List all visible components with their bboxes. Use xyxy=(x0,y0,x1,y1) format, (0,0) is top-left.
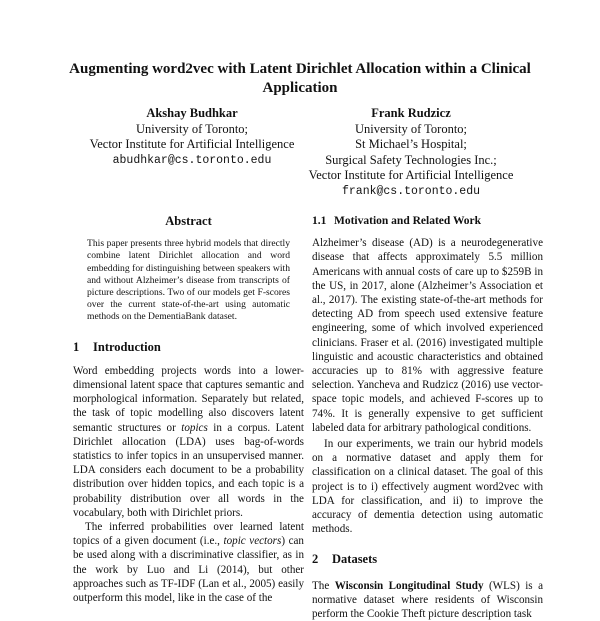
subsection-number: 1.1 xyxy=(312,215,327,227)
text-run: The inferred probabilities over learned latent topics of a given document (i.e., xyxy=(73,521,304,548)
emphasis-text: topics xyxy=(181,421,208,434)
bold-text: Wisconsin Longitudinal Study xyxy=(334,579,484,592)
section-number: 2 xyxy=(312,552,319,567)
author-affiliation: St Michael’s Hospital; xyxy=(355,137,467,151)
author-email: frank@cs.toronto.edu xyxy=(341,184,481,198)
subsection-heading-motivation xyxy=(312,214,543,228)
subsection-title: Motivation and Related Work xyxy=(334,215,482,227)
motivation-paragraph-1: Alzheimer’s disease (AD) is a neurodegenerative disease that affects approximately 5.5 million Americans with annual costs of care up to $259B in the US, in 2017, alone (Alzheimer’s Association et al., 2017). The existing state-of-the-art methods for detecting AD from speech used extensive feature engineering, some of which involved experienced clinicians. Fraser et al. (2016) investigated multiple linguistic and acoustic characteristics and obtained accuracies up to 81% with aggressive feature selection. Yancheva and Rudzicz (2016) use vector-space topic models, and achieved F-scores up to 74%. It is generally expensive to get sufficient labeled data for arbitrary pathological conditions. xyxy=(312,237,543,434)
text-run: ) can be used along with a discriminative classifier, as in the work by Luo and Li (2014), but other approaches such as TF-IDF (Lan et al., 2005) easily outperform this model, like in the case of the xyxy=(73,535,304,605)
section-heading-datasets xyxy=(312,552,543,566)
right-column xyxy=(312,214,543,621)
author-affiliation: Vector Institute for Artificial Intelligence xyxy=(89,137,295,151)
abstract-text: This paper presents three hybrid models that directly combine latent Dirichlet allocation and word embedding for distinguishing between speakers with and without Alzheimer’s disease from transcripts of picture descriptions. Two of our models get F-scores over the current state-of-the-art using automatic methods on the DementiaBank dataset. xyxy=(87,238,290,323)
author-name: Frank Rudzicz xyxy=(371,106,451,120)
section-number: 1 xyxy=(73,339,80,354)
author-affiliation: Surgical Safety Technologies Inc.; xyxy=(325,152,497,167)
emphasis-text: topic vectors xyxy=(223,535,282,548)
author-email: abudhkar@cs.toronto.edu xyxy=(112,153,272,167)
intro-paragraph-1 xyxy=(73,364,304,520)
author-block-rudzicz xyxy=(280,106,542,199)
motivation-paragraph-2: In our experiments, we train our hybrid models on a normative dataset and apply them for classification on a clinical dataset. The goal of this project is to i) effectively augment word2vec with LDA for classification, and ii) to improve the accuracy of dementia detection using automatic methods. xyxy=(312,438,543,536)
author-affiliation: University of Toronto; xyxy=(354,121,468,136)
section-heading-introduction xyxy=(73,340,304,354)
author-affiliation: Vector Institute for Artificial Intelligence xyxy=(308,168,514,182)
intro-paragraph-2 xyxy=(73,520,304,605)
author-affiliation: University of Toronto; xyxy=(135,121,249,136)
text-run: (WLS) is a normative dataset where residents of Wisconsin perform the Cookie Theft picture description task xyxy=(312,579,543,621)
abstract-heading: Abstract xyxy=(165,214,212,228)
text-run: The xyxy=(312,579,335,592)
text-run: Word embedding projects words into a lower-dimensional latent space that captures semantic and morphological information. Separately but related, the task of topic modelling also discovers latent semantic structures or xyxy=(73,364,304,434)
paper-title: Augmenting word2vec with Latent Dirichlet Allocation within a Clinical Application xyxy=(69,61,531,96)
section-title: Datasets xyxy=(332,552,378,567)
text-run: in a corpus. Latent Dirichlet allocation (LDA) uses bag-of-words statistics to infer topics in an unsupervised manner. LDA considers each document to be a probability distribution over hidden topics, and each topic is a probability distribution over all words in the vocabulary, both with Dirichlet priors. xyxy=(73,421,304,519)
author-name: Akshay Budhkar xyxy=(146,106,238,120)
left-column xyxy=(73,214,304,605)
section-title: Introduction xyxy=(93,339,161,354)
